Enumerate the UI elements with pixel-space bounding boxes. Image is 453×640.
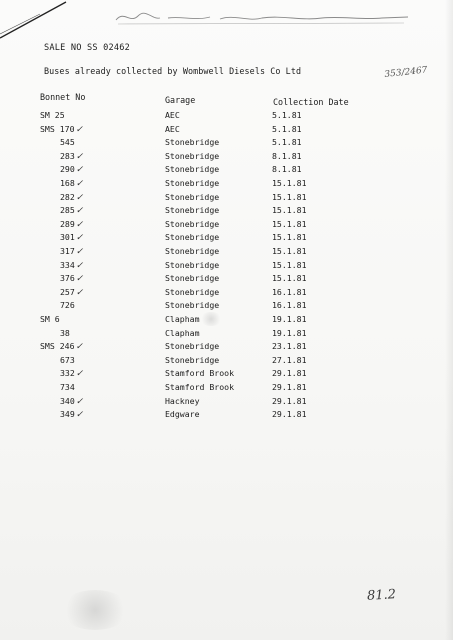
bonnet-number-text: 734 [60,382,75,392]
bonnet-number [40,124,83,135]
garage-name: Stonebridge [165,137,220,148]
check-mark-icon: ✓ [75,151,84,162]
handwritten-page-number: 81.2 [366,587,397,604]
bonnet-number-text: 726 [60,300,75,311]
collection-date: 19.1.81 [272,314,307,324]
table-row [0,409,453,421]
garage-name: Stonebridge [165,232,220,243]
garage-name: AEC [165,123,180,134]
bonnet-number [60,164,83,175]
bonnet-number-text: 349 [60,409,75,420]
bonnet-number [60,355,75,365]
bonnet-number-text: 673 [60,354,75,365]
table-row [0,151,453,163]
bonnet-number-text: 168 [60,178,75,188]
bonnet-number [60,137,75,147]
table-row [0,137,453,149]
garage-name: Stonebridge [165,205,220,216]
garage-name: Stonebridge [165,150,220,161]
bonnet-number [40,341,83,352]
bonnet-number [60,328,70,338]
bonnet-number-text: 332 [60,368,75,379]
bonnet-number [60,246,83,257]
bonnet-number-text: 257 [60,286,75,297]
handwritten-reference: 353/2467 [384,65,428,80]
table-row [0,273,453,285]
garage-name: Stonebridge [165,273,220,284]
bonnet-number [40,110,65,120]
bonnet-number [60,178,83,189]
bonnet-number-text: 289 [60,218,75,229]
check-mark-icon: ✓ [75,219,84,230]
bonnet-number [60,300,75,310]
collection-date: 15.1.81 [272,178,307,188]
check-mark-icon: ✓ [75,287,84,298]
garage-name: Stonebridge [165,246,220,256]
bonnet-number-text: SM 6 [40,314,60,324]
collection-date: 23.1.81 [272,341,307,352]
garage-name: Stonebridge [165,341,220,352]
check-mark-icon: ✓ [75,233,84,244]
bonnet-number [60,273,83,284]
collection-date: 27.1.81 [272,354,307,365]
collection-date: 15.1.81 [272,191,307,202]
bonnet-number [60,192,83,203]
garage-name: Stonebridge [165,300,220,311]
collection-date: 8.1.81 [272,164,302,175]
check-mark-icon: ✓ [75,369,84,380]
garage-name: Stonebridge [165,164,220,175]
collection-date: 29.1.81 [272,382,307,392]
table-row [0,232,453,244]
collection-date: 15.1.81 [272,259,307,270]
garage-name: Clapham [165,314,200,324]
table-row [0,287,453,299]
bonnet-number-text: 317 [60,246,75,256]
table-row [0,382,453,394]
check-mark-icon: ✓ [75,179,84,189]
ink-smudge [60,590,130,630]
column-header-bonnet: Bonnet No [40,92,86,102]
column-header-date: Collection Date [273,97,349,107]
table-row [0,164,453,176]
collection-date: 15.1.81 [272,205,307,216]
bonnet-number-text: 545 [60,137,75,148]
bonnet-number-text: 283 [60,150,75,161]
bonnet-number-text: 301 [60,232,75,243]
collection-date: 29.1.81 [272,395,307,406]
bonnet-number-text: SM 25 [40,110,65,120]
collection-date: 5.1.81 [272,110,302,120]
garage-name: Edgware [165,409,200,420]
check-mark-icon: ✓ [75,410,84,421]
table-row [0,219,453,231]
bonnet-number [60,205,83,216]
collection-date: 8.1.81 [272,150,302,161]
garage-name: AEC [165,110,180,120]
table-row [0,314,453,326]
table-row [0,355,453,367]
collection-date: 5.1.81 [272,123,302,134]
bonnet-number [60,409,83,420]
table-row [0,205,453,217]
sale-number: SALE NO SS 02462 [44,43,130,53]
bonnet-number [60,368,83,379]
table-row [0,178,453,190]
table-row [0,300,453,312]
check-mark-icon: ✓ [75,124,84,135]
table-row [0,368,453,380]
table-row [0,246,453,258]
garage-name: Stonebridge [165,191,220,202]
bonnet-number-text: SMS 246 [40,341,75,352]
bonnet-number-text: SMS 170 [40,123,75,134]
table-row [0,192,453,204]
bonnet-number-text: 334 [60,259,75,270]
table-row [0,341,453,353]
check-mark-icon: ✓ [75,274,84,285]
collection-date: 16.1.81 [272,286,307,297]
bonnet-number [60,382,75,392]
illegible-header-scribble [112,6,412,28]
collection-date: 16.1.81 [272,300,307,311]
garage-name: Stonebridge [165,178,220,188]
garage-name: Stonebridge [165,259,220,270]
check-mark-icon: ✓ [75,206,84,217]
corner-pen-stroke [0,0,70,40]
check-mark-icon: ✓ [75,247,84,257]
table-row [0,260,453,272]
collection-date: 29.1.81 [272,368,307,379]
bonnet-number-text: 376 [60,273,75,284]
bonnet-number-text: 282 [60,191,75,202]
collection-date: 5.1.81 [272,137,302,148]
check-mark-icon: ✓ [75,342,84,353]
bonnet-number [40,314,60,324]
collection-date: 15.1.81 [272,273,307,284]
ink-smudge [200,312,222,326]
bonnet-number [60,260,83,271]
garage-name: Stonebridge [165,218,220,229]
bonnet-number [60,396,83,407]
bonnet-number [60,219,83,230]
check-mark-icon: ✓ [75,165,84,176]
check-mark-icon: ✓ [75,192,84,203]
bonnet-number-text: 38 [60,327,70,338]
collection-date: 19.1.81 [272,327,307,338]
table-row [0,396,453,408]
table-row [0,110,453,122]
document-subtitle: Buses already collected by Wombwell Diesels Co Ltd [44,66,302,76]
bonnet-number-text: 340 [60,395,75,406]
check-mark-icon: ✓ [75,396,84,407]
garage-name: Stonebridge [165,286,220,297]
garage-name: Stonebridge [165,354,220,365]
garage-name: Stamford Brook [165,382,235,392]
garage-name: Clapham [165,327,200,338]
collection-date: 15.1.81 [272,232,307,243]
collection-date: 15.1.81 [272,246,307,256]
bonnet-number-text: 290 [60,164,75,175]
bonnet-number [60,287,83,298]
check-mark-icon: ✓ [75,260,84,271]
collection-date: 15.1.81 [272,218,307,229]
column-header-garage: Garage [165,95,196,105]
table-row [0,328,453,340]
table-row [0,124,453,136]
garage-name: Hackney [165,395,200,406]
bonnet-number [60,232,83,243]
garage-name: Stamford Brook [165,368,235,379]
bonnet-number [60,151,83,162]
bonnet-number-text: 285 [60,205,75,216]
collection-date: 29.1.81 [272,409,307,420]
